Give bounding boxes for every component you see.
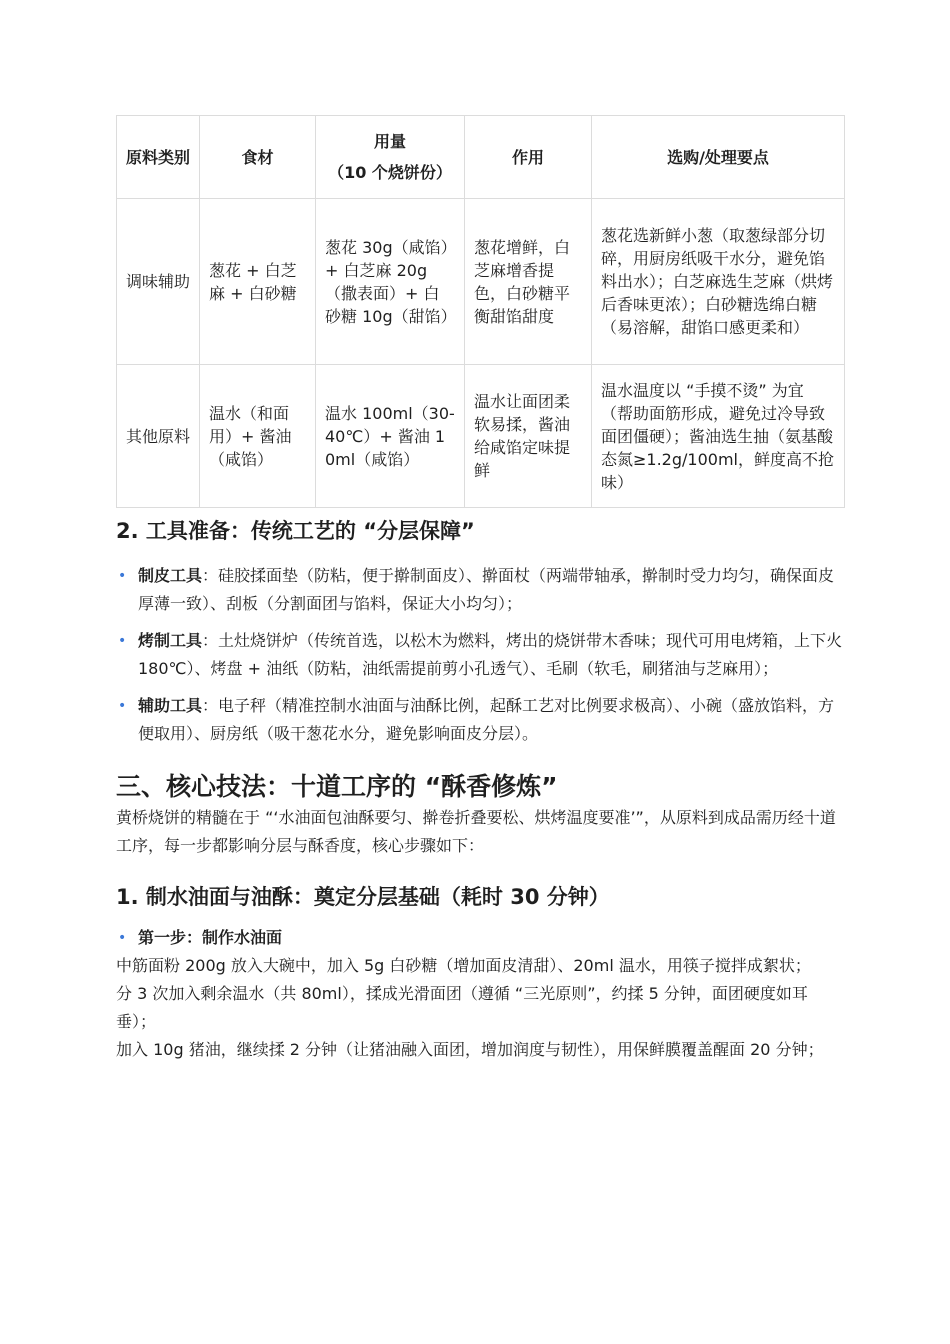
table-cell: 温水温度以 “手摸不烫” 为宜（帮助面筋形成，避免过冷导致面团僵硬）；酱油选生抽（氨基酸态氮≥1.2g/100ml，鲜度高不抢味）	[592, 365, 845, 508]
table-cell: 葱花选新鲜小葱（取葱绿部分切碎，用厨房纸吸干水分，避免馅料出水）；白芝麻选生芝麻（烘烤后香味更浓）；白砂糖选绵白糖（易溶解，甜馅口感更柔和）	[592, 199, 845, 365]
table-row	[117, 199, 845, 365]
list-item	[116, 924, 844, 952]
list-item-label: 制皮工具	[138, 566, 203, 585]
step-paragraph: 加入 10g 猪油，继续揉 2 分钟（让猪油融入面团，增加润度与韧性），用保鲜膜覆盖醒面 20 分钟；	[116, 1040, 824, 1059]
table-cell: 温水（和面用）+ 酱油（咸馅）	[200, 365, 316, 508]
step-list	[116, 924, 844, 952]
table-header-row	[117, 116, 845, 199]
bullet-icon: •	[118, 698, 127, 714]
table-cell: 葱花增鲜，白芝麻增香提色，白砂糖平衡甜馅甜度	[465, 199, 592, 365]
list-item-label: 辅助工具	[138, 696, 203, 715]
table-cell: 葱花 30g（咸馅）+ 白芝麻 20g（撒表面）+ 白砂糖 10g（甜馅）	[316, 199, 465, 365]
header-function: 作用	[465, 116, 592, 199]
step-paragraph: 分 3 次加入剩余温水（共 80ml），揉成光滑面团（遵循 “三光原则”，约揉 5 分钟，面团硬度如耳垂）；	[116, 984, 808, 1031]
tools-list	[116, 562, 844, 748]
table-cell: 温水 100ml（30-40℃）+ 酱油 10ml（咸馅）	[316, 365, 465, 508]
list-item	[116, 562, 844, 618]
header-amount-label: 用量	[373, 132, 406, 151]
header-amount-sub: （10 个烧饼份）	[328, 163, 452, 182]
list-item	[116, 692, 844, 748]
bullet-icon: •	[118, 930, 127, 946]
table-cell: 葱花 + 白芝麻 + 白砂糖	[200, 199, 316, 365]
table-cell: 其他原料	[117, 365, 200, 508]
bullet-icon: •	[118, 633, 127, 649]
header-amount	[316, 116, 465, 199]
ingredients-table	[116, 115, 845, 508]
step-paragraph: 中筋面粉 200g 放入大碗中，加入 5g 白砂糖（增加面皮清甜）、20ml 温水，用筷子搅拌成絮状；	[116, 956, 811, 975]
section-core-title: 三、核心技法：十道工序的 “酥香修炼”	[116, 772, 558, 801]
document-page	[116, 115, 844, 1064]
header-category: 原料类别	[117, 116, 200, 199]
list-item-text: ：硅胶揉面垫（防粘，便于擀制面皮）、擀面杖（两端带轴承，擀制时受力均匀，确保面皮厚薄一致）、刮板（分割面团与馅料，保证大小均匀）；	[138, 566, 835, 613]
table-cell: 温水让面团柔软易揉，酱油给咸馅定味提鲜	[465, 365, 592, 508]
step-title: 1. 制水油面与油酥：奠定分层基础（耗时 30 分钟）	[116, 885, 610, 909]
header-tips: 选购/处理要点	[592, 116, 845, 199]
list-item-text: ：土灶烧饼炉（传统首选，以松木为燃料，烤出的烧饼带木香味；现代可用电烤箱，上下火 180℃）、烤盘 + 油纸（防粘，油纸需提前剪小孔透气）、毛刷（软毛，刷猪油与芝麻用）；	[138, 631, 843, 678]
table-row	[117, 365, 845, 508]
header-ingredient: 食材	[200, 116, 316, 199]
list-item-label: 烤制工具	[138, 631, 203, 650]
list-item	[116, 627, 844, 683]
bullet-icon: •	[118, 568, 127, 584]
list-item-text: ：电子秤（精准控制水油面与油酥比例，起酥工艺对比例要求极高）、小碗（盛放馅料，方便取用）、厨房纸（吸干葱花水分，避免影响面皮分层）。	[138, 696, 835, 743]
table-cell: 调味辅助	[117, 199, 200, 365]
step-label: 第一步：制作水油面	[138, 928, 283, 947]
section-tools-title: 2. 工具准备：传统工艺的 “分层保障”	[116, 519, 475, 543]
section-core-intro: 黄桥烧饼的精髓在于 “‘水油面包油酥要匀、擀卷折叠要松、烘烤温度要准’”，从原料到成品需历经十道工序，每一步都影响分层与酥香度，核心步骤如下：	[116, 808, 836, 855]
